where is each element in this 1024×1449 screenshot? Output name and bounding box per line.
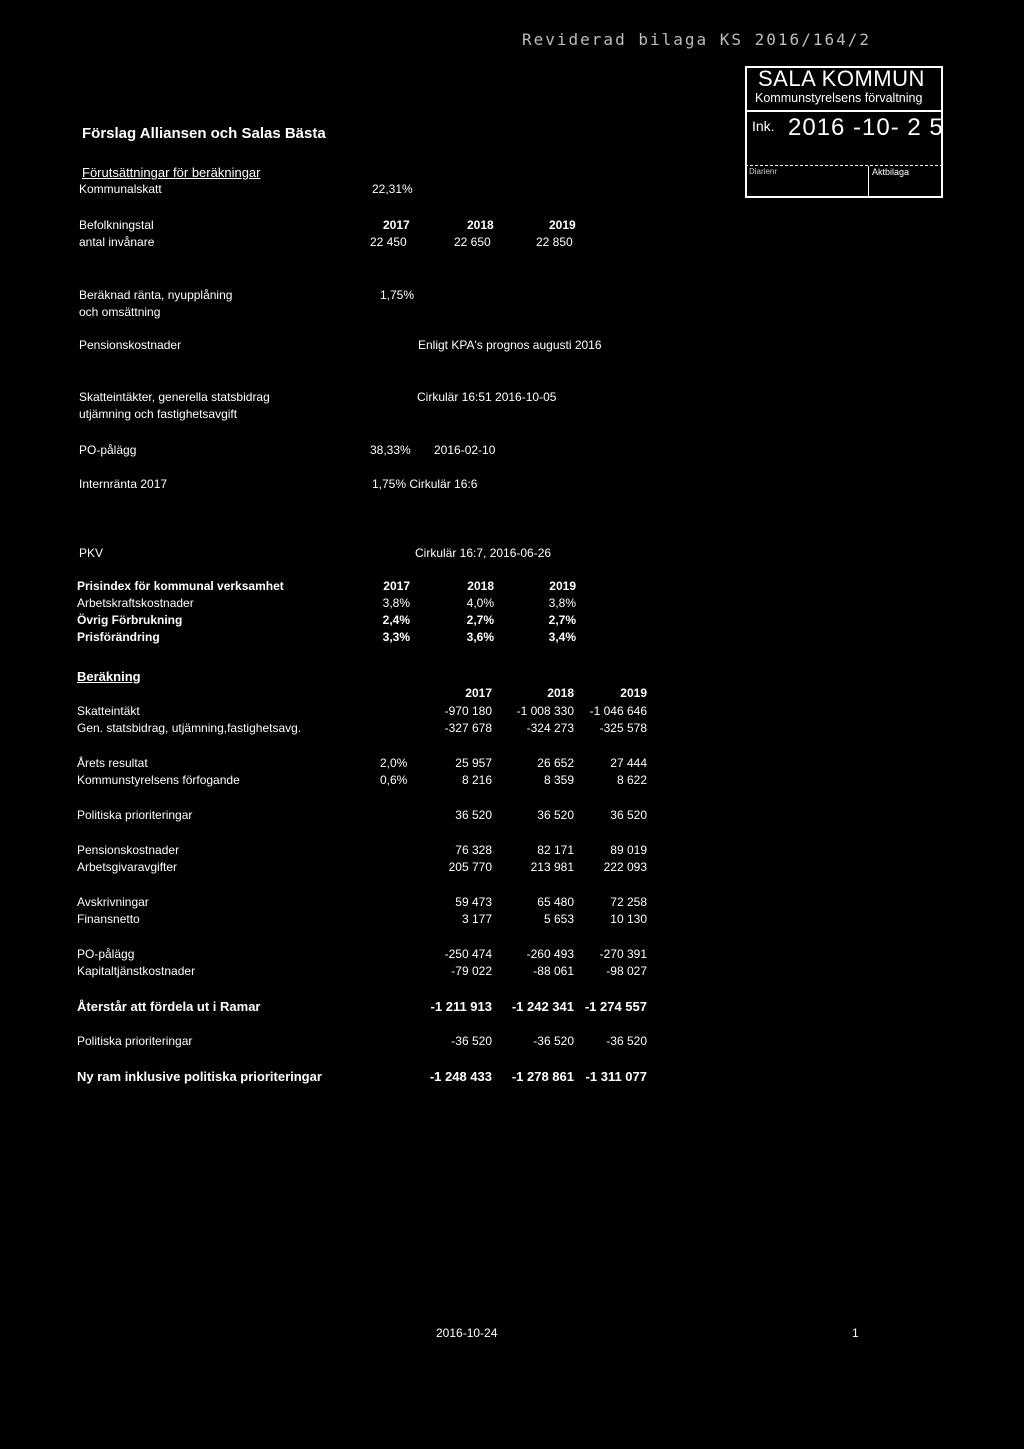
prisindex-value: 3,8% xyxy=(382,596,410,610)
berakning-row-label: Kommunstyrelsens förfogande xyxy=(77,773,240,787)
berakning-value: -327 678 xyxy=(444,721,492,735)
page-number: 1 xyxy=(852,1326,859,1340)
po-pct: 38,33% xyxy=(370,443,411,457)
berakning-value: 205 770 xyxy=(448,860,492,874)
skatt-value: Cirkulär 16:51 2016-10-05 xyxy=(417,390,557,404)
berakning-row-label: Årets resultat xyxy=(77,756,148,770)
stamp-divider xyxy=(868,166,869,198)
footer-date: 2016-10-24 xyxy=(436,1326,498,1340)
befolkning-label: Befolkningstal xyxy=(79,218,154,232)
berakning-value: -1 242 341 xyxy=(511,999,574,1014)
year-header: 2018 xyxy=(467,579,494,593)
berakning-value: 76 328 xyxy=(455,843,492,857)
section-heading: Förutsättningar för beräkningar xyxy=(82,165,261,180)
berakning-value: -36 520 xyxy=(606,1034,647,1048)
prisindex-row-label: Övrig Förbrukning xyxy=(77,613,183,627)
berakning-value: -36 520 xyxy=(451,1034,492,1048)
berakning-row-label: Skatteintäkt xyxy=(77,704,140,718)
year-header: 2018 xyxy=(467,218,494,232)
prisindex-heading: Prisindex för kommunal verksamhet xyxy=(77,579,284,593)
berakning-value: -1 046 646 xyxy=(589,704,647,718)
pkv-label: PKV xyxy=(79,546,104,560)
berakning-value: -36 520 xyxy=(533,1034,574,1048)
prisindex-value: 3,6% xyxy=(466,630,494,644)
berakning-value: -1 008 330 xyxy=(516,704,574,718)
berakning-value: -1 274 557 xyxy=(584,999,647,1014)
berakning-value: 89 019 xyxy=(610,843,647,857)
berakning-row-label: Återstår att fördela ut i Ramar xyxy=(77,999,261,1014)
skatt-label: Skatteintäkter, generella statsbidrag xyxy=(79,390,270,404)
prisindex-value: 2,7% xyxy=(548,613,576,627)
berakning-value: -325 578 xyxy=(599,721,647,735)
document-reference-stamp: Reviderad bilaga KS 2016/164/2 xyxy=(522,30,871,49)
stamp-subtitle: Kommunstyrelsens förvaltning xyxy=(755,91,923,105)
berakning-value: -1 248 433 xyxy=(429,1069,492,1084)
antal-value: 22 450 xyxy=(370,235,407,249)
stamp-aktbilaga-label: Aktbilaga xyxy=(872,167,910,177)
berakning-row-label: Arbetsgivaravgifter xyxy=(77,860,178,874)
berakning-value: 8 622 xyxy=(616,773,647,787)
pension-value: Enligt KPA's prognos augusti 2016 xyxy=(418,338,602,352)
berakning-value: 59 473 xyxy=(455,895,492,909)
berakning-heading: Beräkning xyxy=(77,669,141,684)
year-header: 2017 xyxy=(383,218,410,232)
berakning-value: -98 027 xyxy=(606,964,647,978)
kommunalskatt-value: 22,31% xyxy=(372,182,413,196)
prisindex-value: 3,8% xyxy=(548,596,576,610)
stamp-divider xyxy=(745,110,943,112)
berakning-value: -970 180 xyxy=(444,704,492,718)
berakning-value: 36 520 xyxy=(537,808,574,822)
berakning-value: 36 520 xyxy=(610,808,647,822)
berakning-row-label: Kapitaltjänstkostnader xyxy=(77,964,196,978)
berakning-value: -324 273 xyxy=(526,721,574,735)
berakning-value: -270 391 xyxy=(599,947,647,961)
stamp-diarie-label: Diarienr xyxy=(749,167,778,176)
internranta-value: 1,75% Cirkulär 16:6 xyxy=(372,477,478,491)
prisindex-value: 4,0% xyxy=(466,596,494,610)
kommunalskatt-label: Kommunalskatt xyxy=(79,182,162,196)
ranta-label: och omsättning xyxy=(79,305,161,319)
pkv-value: Cirkulär 16:7, 2016-06-26 xyxy=(415,546,552,560)
berakning-value: 10 130 xyxy=(610,912,647,926)
berakning-value: 72 258 xyxy=(610,895,647,909)
antal-value: 22 650 xyxy=(454,235,491,249)
berakning-row-pct: 0,6% xyxy=(380,773,408,787)
po-label: PO-pålägg xyxy=(79,443,137,457)
ranta-value: 1,75% xyxy=(380,288,415,302)
po-date: 2016-02-10 xyxy=(434,443,496,457)
stamp-title: SALA KOMMUN xyxy=(758,66,925,91)
berakning-row-label: Finansnetto xyxy=(77,912,140,926)
berakning-row-pct: 2,0% xyxy=(380,756,408,770)
antal-label: antal invånare xyxy=(79,235,155,249)
berakning-row-label: Pensionskostnader xyxy=(77,843,180,857)
berakning-row-label: Politiska prioriteringar xyxy=(77,1034,193,1048)
berakning-value: 36 520 xyxy=(455,808,492,822)
berakning-value: -250 474 xyxy=(444,947,492,961)
year-header: 2019 xyxy=(620,686,647,700)
berakning-row-label: Avskrivningar xyxy=(77,895,149,909)
berakning-value: -1 278 861 xyxy=(511,1069,574,1084)
berakning-value: 222 093 xyxy=(603,860,647,874)
berakning-value: -1 311 077 xyxy=(585,1069,647,1084)
prisindex-value: 3,4% xyxy=(548,630,576,644)
prisindex-value: 3,3% xyxy=(382,630,410,644)
berakning-value: 8 216 xyxy=(461,773,492,787)
year-header: 2019 xyxy=(549,218,576,232)
berakning-value: 26 652 xyxy=(537,756,574,770)
prisindex-value: 2,4% xyxy=(382,613,410,627)
ranta-label: Beräknad ränta, nyupplåning xyxy=(79,288,233,302)
berakning-value: 8 359 xyxy=(543,773,574,787)
internranta-label: Internränta 2017 xyxy=(79,477,168,491)
berakning-value: 5 653 xyxy=(543,912,574,926)
prisindex-row-label: Prisförändring xyxy=(77,630,160,644)
berakning-value: -88 061 xyxy=(533,964,574,978)
berakning-value: -79 022 xyxy=(451,964,492,978)
berakning-value: 65 480 xyxy=(537,895,574,909)
antal-value: 22 850 xyxy=(536,235,573,249)
berakning-value: -260 493 xyxy=(526,947,574,961)
skatt-label: utjämning och fastighetsavgift xyxy=(79,407,238,421)
berakning-value: 82 171 xyxy=(537,843,574,857)
berakning-value: 3 177 xyxy=(461,912,492,926)
year-header: 2018 xyxy=(547,686,574,700)
year-header: 2017 xyxy=(383,579,410,593)
prisindex-row-label: Arbetskraftskostnader xyxy=(77,596,194,610)
berakning-row-label: Ny ram inklusive politiska prioriteringar xyxy=(77,1069,322,1084)
berakning-value: -1 211 913 xyxy=(430,999,492,1014)
berakning-value: 213 981 xyxy=(530,860,574,874)
year-header: 2019 xyxy=(549,579,576,593)
page-title: Förslag Alliansen och Salas Bästa xyxy=(82,125,326,142)
berakning-value: 25 957 xyxy=(455,756,492,770)
berakning-row-label: Politiska prioriteringar xyxy=(77,808,193,822)
berakning-row-label: PO-pålägg xyxy=(77,947,135,961)
prisindex-value: 2,7% xyxy=(466,613,494,627)
stamp-ink-label: Ink. xyxy=(752,118,775,134)
pension-label: Pensionskostnader xyxy=(79,338,182,352)
berakning-row-label: Gen. statsbidrag, utjämning,fastighetsavg. xyxy=(77,721,302,735)
year-header: 2017 xyxy=(465,686,492,700)
berakning-value: 27 444 xyxy=(610,756,647,770)
stamp-divider xyxy=(745,165,943,166)
stamp-date: 2016 -10- 2 5 xyxy=(788,114,944,141)
